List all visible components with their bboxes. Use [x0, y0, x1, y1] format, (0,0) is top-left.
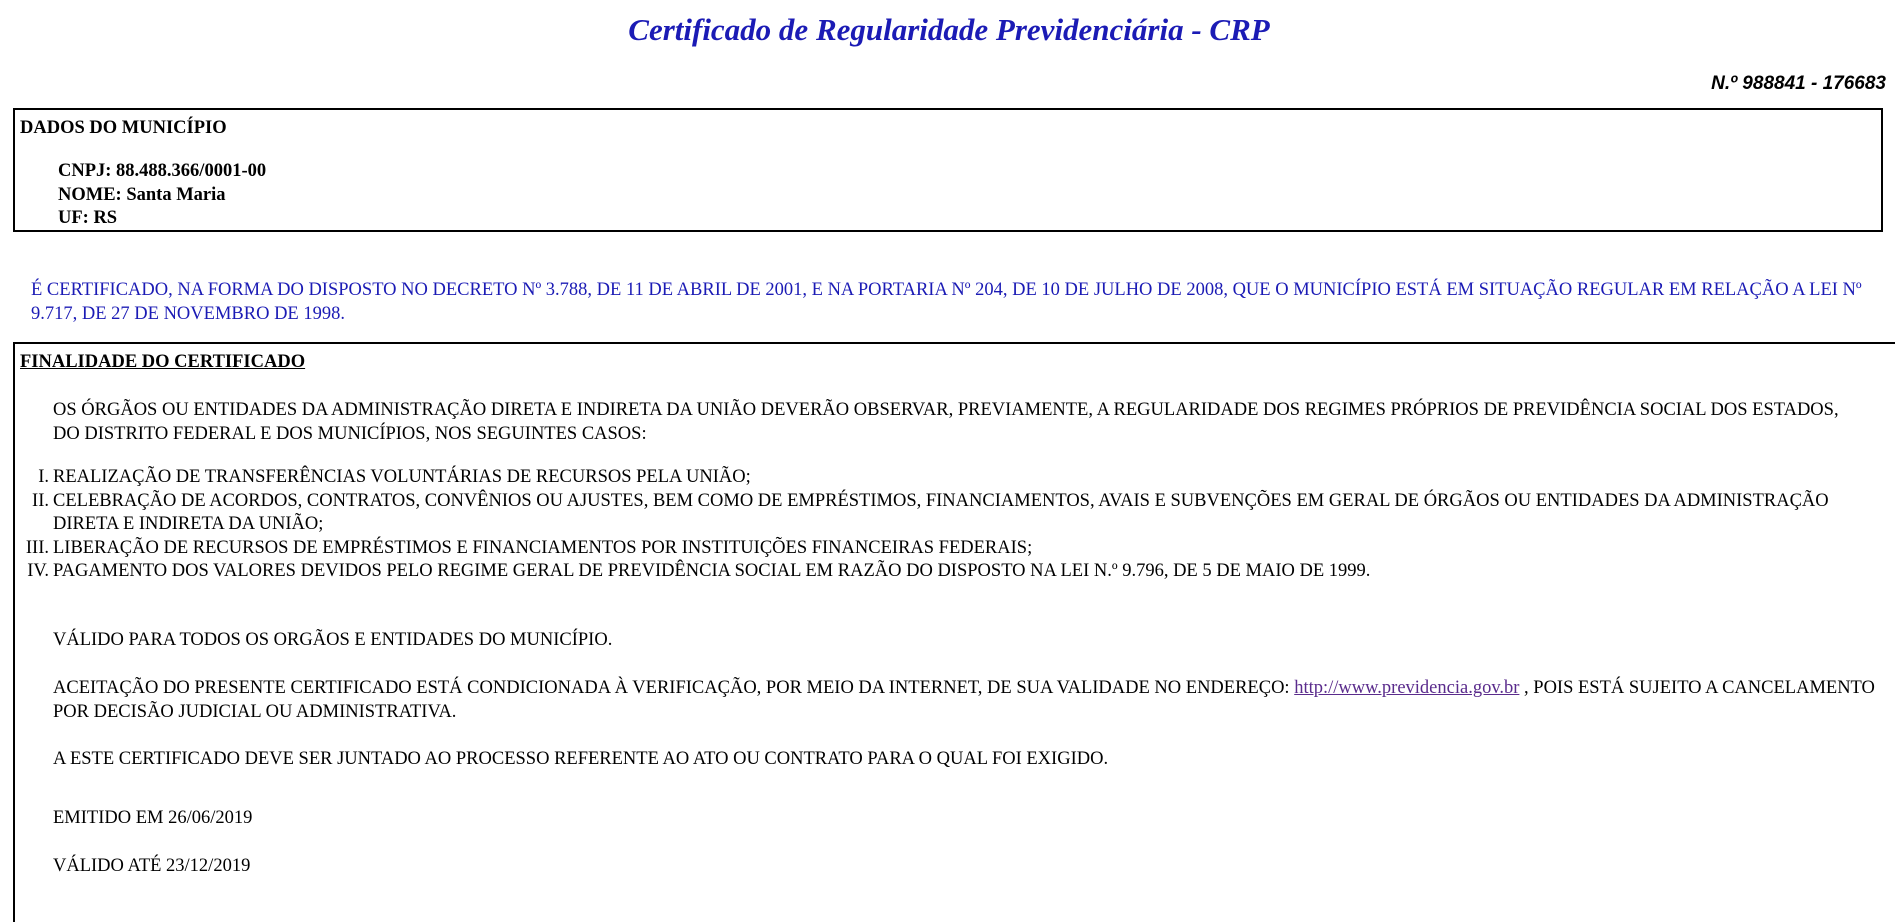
certification-statement: É CERTIFICADO, NA FORMA DO DISPOSTO NO DECRETO Nº 3.788, DE 11 DE ABRIL DE 2001, E NA PORTARIA Nº 204, DE 10 DE JULHO DE 2008, QUE O MUNICÍPIO ESTÁ EM SITUAÇÃO REGULAR EM RELAÇÃO A LEI Nº 9.717, DE 27 DE NOVEMBRO DE 1998. — [31, 280, 1862, 324]
valid-for-text: VÁLIDO PARA TODOS OS ORGÃOS E ENTIDADES DO MUNICÍPIO. — [53, 630, 613, 650]
list-item-text: PAGAMENTO DOS VALORES DEVIDOS PELO REGIME GERAL DE PREVIDÊNCIA SOCIAL EM RAZÃO DO DISPOSTO NA LEI N.º 9.796, DE 5 DE MAIO DE 1999. — [53, 561, 1371, 581]
list-item-number: IV. — [27, 561, 49, 581]
cnpj-field: CNPJ: 88.488.366/0001-00 — [58, 161, 267, 181]
acceptance-text-after: , POIS ESTÁ SUJEITO A CANCELAMENTO POR DECISÃO JUDICIAL OU ADMINISTRATIVA. — [53, 678, 1875, 722]
name-field: NOME: Santa Maria — [58, 184, 226, 205]
list-item-text: REALIZAÇÃO DE TRANSFERÊNCIAS VOLUNTÁRIAS DE RECURSOS PELA UNIÃO; — [53, 467, 751, 487]
certificate-number: N.º 988841 - 176683 — [1711, 73, 1886, 94]
attach-instruction: A ESTE CERTIFICADO DEVE SER JUNTADO AO PROCESSO REFERENTE AO ATO OU CONTRATO PARA O QUAL FOI EXIGIDO. — [53, 749, 1109, 769]
list-item-number: II. — [32, 490, 49, 511]
list-item-text: CELEBRAÇÃO DE ACORDOS, CONTRATOS, CONVÊNIOS OU AJUSTES, BEM COMO DE EMPRÉSTIMOS, FINANCIAMENTOS, AVAIS E SUBVENÇÕES EM GERAL DE ÓRGÃOS OU ENTIDADES DA ADMINISTRAÇÃO DIRETA E INDIRETA DA UNIÃO; — [53, 490, 1829, 534]
municipio-heading: DADOS DO MUNICÍPIO — [20, 118, 227, 138]
issued-date: EMITIDO EM 26/06/2019 — [53, 808, 253, 828]
list-item — [15, 560, 1845, 584]
list-item-number: III. — [25, 537, 49, 558]
uf-field: UF: RS — [58, 208, 118, 228]
acceptance-text — [53, 677, 1883, 724]
list-item — [15, 466, 1845, 490]
purpose-intro: OS ÓRGÃOS OU ENTIDADES DA ADMINISTRAÇÃO DIRETA E INDIRETA DA UNIÃO DEVERÃO OBSERVAR, PREVIAMENTE, A REGULARIDADE DOS REGIMES PRÓPRIOS DE PREVIDÊNCIA SOCIAL DOS ESTADOS, DO DISTRITO FEDERAL E DOS MUNICÍPIOS, NOS SEGUINTES CASOS: — [53, 400, 1839, 444]
page-title: Certificado de Regularidade Previdenciária - CRP — [628, 12, 1270, 47]
cases-list — [15, 466, 1845, 584]
certificate-purpose-box — [13, 342, 1895, 922]
list-item — [15, 490, 1845, 537]
purpose-heading: FINALIDADE DO CERTIFICADO — [20, 352, 306, 372]
list-item — [15, 537, 1845, 561]
previdencia-link[interactable]: http://www.previdencia.gov.br — [1294, 678, 1520, 698]
list-item-text: LIBERAÇÃO DE RECURSOS DE EMPRÉSTIMOS E FINANCIAMENTOS POR INSTITUIÇÕES FINANCEIRAS FEDERAIS; — [53, 537, 1033, 558]
valid-until-date: VÁLIDO ATÉ 23/12/2019 — [53, 856, 251, 876]
acceptance-text-before: ACEITAÇÃO DO PRESENTE CERTIFICADO ESTÁ CONDICIONADA À VERIFICAÇÃO, POR MEIO DA INTERNET, DE SUA VALIDADE NO ENDEREÇO: — [53, 678, 1295, 698]
list-item-number: I. — [38, 467, 49, 487]
municipio-data-box — [13, 108, 1883, 232]
municipio-fields — [58, 160, 266, 231]
